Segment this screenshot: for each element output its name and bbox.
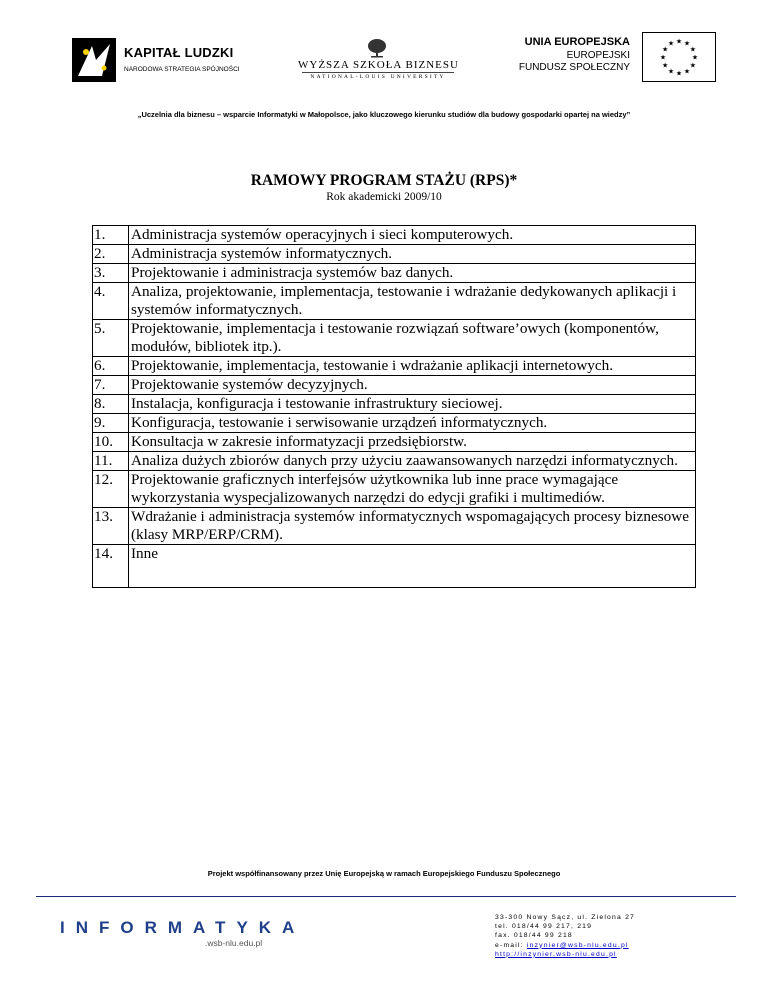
eu-star-icon: ★	[667, 68, 675, 76]
program-item-text: Analiza dużych zbiorów danych przy użyciu zaawansowanych narzędzi informatycznych.	[129, 452, 696, 471]
program-row	[93, 471, 696, 508]
program-row	[93, 452, 696, 471]
wsb-logo	[298, 38, 458, 82]
cofinancing-note: Projekt współfinansowany przez Unię Europejską w ramach Europejskiego Funduszu Społecznego	[207, 869, 561, 878]
program-item-text: Projektowanie, implementacja i testowanie rozwiązań software’owych (komponentów, modułów, bibliotek itp.).	[129, 320, 696, 357]
contact-address: 33-300 Nowy Sącz, ul. Zielona 27	[495, 914, 636, 921]
program-item-number: 13.	[93, 508, 129, 545]
program-row	[93, 320, 696, 357]
contact-email-label: e-mail:	[495, 941, 527, 949]
program-item-text: Projektowanie, implementacja, testowanie i wdrażanie aplikacji internetowych.	[129, 357, 696, 376]
program-item-text: Konsultacja w zakresie informatyzacji przedsiębiorstw.	[129, 433, 696, 452]
program-row	[93, 357, 696, 376]
program-item-text: Administracja systemów informatycznych.	[129, 245, 696, 264]
contact-fax: fax. 018/44 99 218	[495, 932, 573, 940]
informatyka-domain: .wsb-nlu.edu.pl	[205, 938, 263, 948]
wsb-subtitle: NATIONAL-LOUIS UNIVERSITY	[310, 74, 446, 80]
informatyka-logo	[60, 910, 310, 950]
contact-phone: tel. 018/44 99 217, 219	[495, 923, 593, 931]
informatyka-wordmark: INFORMATYKA	[60, 918, 306, 937]
program-row	[93, 508, 696, 545]
kapital-ludzki-logo	[72, 36, 262, 86]
program-item-text: Projektowanie i administracja systemów baz danych.	[129, 264, 696, 283]
kapital-ludzki-subtitle: NARODOWA STRATEGIA SPÓJNOŚCI	[124, 66, 240, 73]
eu-line-2: EUROPEJSKI	[566, 50, 630, 61]
program-item-text: Konfiguracja, testowanie i serwisowanie urządzeń informatycznych.	[129, 414, 696, 433]
project-tagline: „Uczelnia dla biznesu – wsparcie Informatyki w Małopolsce, jako kluczowego kierunku studiów dla budowy gospodarki opartej na wiedzy”	[137, 110, 631, 119]
program-item-text: Projektowanie graficznych interfejsów użytkownika lub inne prace wymagające wykorzystania wyspecjalizowanych narzędzi do edycji grafiki i multimediów.	[129, 471, 696, 508]
program-item-number: 9.	[93, 414, 129, 433]
contact-block	[495, 913, 635, 959]
program-row	[93, 264, 696, 283]
contact-website-link[interactable]: http://inzynier.wsb-nlu.edu.pl	[495, 950, 617, 958]
program-row	[93, 283, 696, 320]
program-row	[93, 414, 696, 433]
wsb-divider	[302, 72, 454, 73]
kapital-ludzki-title: KAPITAŁ LUDZKI	[124, 45, 234, 60]
program-row	[93, 376, 696, 395]
eu-flag-icon	[642, 32, 716, 82]
eu-star-icon: ★	[689, 62, 696, 70]
program-item-text: Inne	[129, 545, 696, 588]
program-item-number: 2.	[93, 245, 129, 264]
program-item-text: Administracja systemów operacyjnych i sieci komputerowych.	[129, 226, 696, 245]
program-row	[93, 245, 696, 264]
eu-star-icon: ★	[662, 46, 669, 54]
program-item-number: 10.	[93, 433, 129, 452]
eu-star-icon: ★	[675, 38, 683, 46]
eu-star-icon: ★	[689, 46, 696, 54]
program-item-number: 1.	[93, 226, 129, 245]
eu-star-icon: ★	[662, 62, 669, 70]
eu-star-icon: ★	[691, 54, 699, 62]
program-item-number: 12.	[93, 471, 129, 508]
contact-email-link[interactable]: inzynier@wsb-nlu.edu.pl	[526, 941, 629, 949]
document-subtitle: Rok akademicki 2009/10	[326, 191, 442, 203]
program-item-text: Instalacja, konfiguracja i testowanie infrastruktury sieciowej.	[129, 395, 696, 414]
program-item-text: Projektowanie systemów decyzyjnych.	[129, 376, 696, 395]
program-item-number: 4.	[93, 283, 129, 320]
program-row	[93, 226, 696, 245]
program-item-number: 11.	[93, 452, 129, 471]
document-title: RAMOWY PROGRAM STAŻU (RPS)*	[250, 172, 518, 189]
program-row	[93, 433, 696, 452]
eu-line-3: FUNDUSZ SPOŁECZNY	[518, 62, 630, 73]
eu-line-1: UNIA EUROPEJSKA	[524, 36, 630, 48]
program-row	[93, 395, 696, 414]
footer-divider	[36, 896, 736, 897]
eu-star-icon: ★	[683, 68, 691, 76]
program-row	[93, 545, 696, 588]
eu-star-icon: ★	[667, 40, 675, 48]
program-item-number: 8.	[93, 395, 129, 414]
eu-star-icon: ★	[659, 54, 667, 62]
kapital-ludzki-emblem-icon	[72, 38, 116, 82]
program-item-text: Analiza, projektowanie, implementacja, testowanie i wdrażanie dedykowanych aplikacji i systemów informatycznych.	[129, 283, 696, 320]
wsb-name: WYŻSZA SZKOŁA BIZNESU	[298, 59, 459, 71]
contact-email-row	[495, 941, 635, 950]
eu-star-icon: ★	[683, 40, 691, 48]
program-item-number: 14.	[93, 545, 129, 588]
program-item-number: 5.	[93, 320, 129, 357]
program-item-number: 6.	[93, 357, 129, 376]
eu-fund-text	[500, 36, 630, 73]
program-table	[92, 225, 696, 588]
eu-star-icon: ★	[675, 70, 683, 78]
program-item-number: 7.	[93, 376, 129, 395]
program-item-text: Wdrażanie i administracja systemów informatycznych wspomagających procesy biznesowe (klasy MRP/ERP/CRM).	[129, 508, 696, 545]
tree-icon	[366, 38, 388, 58]
program-item-number: 3.	[93, 264, 129, 283]
